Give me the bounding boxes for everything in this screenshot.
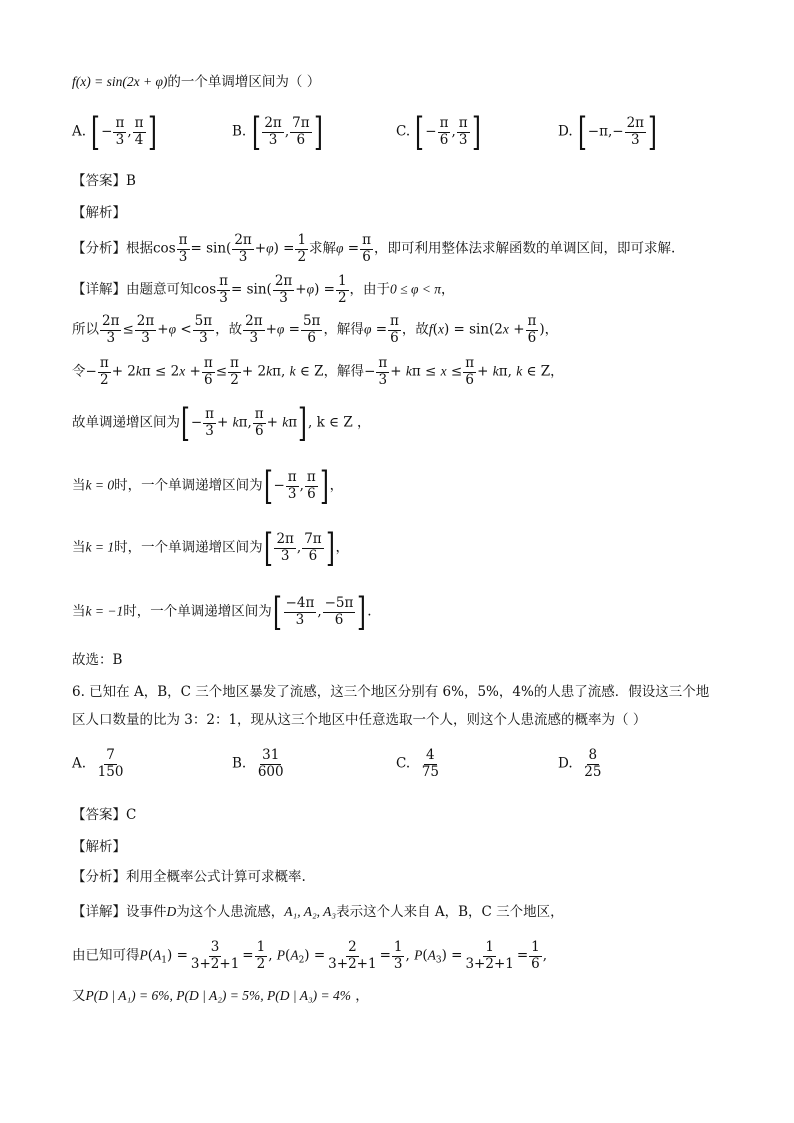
q5-conclusion: 故选：B xyxy=(72,652,123,668)
q6-option-b: B. $\frac{31}{600}$ xyxy=(232,747,284,780)
q6-xiangjie-2: 由已知可得$P(A_1)$ = $\frac{3}{3+2+1}$ = $\frac{1}{2}$ , $P(A_2)$ = $\frac{2}{3+2+1}$ = $\frac{1}{3}$ , $P(A_3)$ = $\frac{1}{3+2+1}$ = $\frac{1}{6}$ , xyxy=(72,939,548,972)
q6-analysis-tag: 【解析】 xyxy=(72,839,126,855)
q6-fenxi: 【分析】利用全概率公式计算可求概率. xyxy=(72,869,306,885)
q6-stem-line1: 6. 已知在 A，B，C 三个地区暴发了流感，这三个地区分别有 6%，5%，4%的人患了流感．假设这三个地 xyxy=(72,684,710,700)
q5-analysis-tag: 【解析】 xyxy=(72,205,126,221)
q5-xiangjie-4: 故单调递增区间为[− $\frac{\pi}{3}$ + kπ, $\frac{\pi}{6}$ + kπ], k ∈ Z ， xyxy=(72,401,371,445)
q5-option-b: B. [ $\frac{2\pi}{3}$ , $\frac{7\pi}{6}$ ] xyxy=(232,110,323,154)
q5-case-k1: 当k = 1时，一个单调递增区间为[ $\frac{2\pi}{3}$ , $\frac{7\pi}{6}$ ]， xyxy=(72,526,349,570)
q5-stem xyxy=(72,74,320,90)
q6-option-c: C. $\frac{4}{75}$ xyxy=(396,747,439,780)
q5-answer: 【答案】B xyxy=(72,173,136,189)
q5-xiangjie-3: 令− $\frac{\pi}{2}$ + 2kπ ≤ 2x + $\frac{\pi}{6}$ ≤ $\frac{\pi}{2}$ + 2kπ, k ∈ Z，解得− $\frac{\pi}{3}$ + kπ ≤ x ≤ $\frac{\pi}{6}$ + kπ, k ∈ Z， xyxy=(72,355,564,388)
q5-stem-text: 的一个单调增区间为（ ） xyxy=(167,74,321,90)
q6-option-a: A. $\frac{7}{150}$ xyxy=(72,747,124,780)
q6-xiangjie-1: 【详解】设事件D为这个人患流感，A₁, A₂, A₃表示这个人来自 A，B，C 三个地区， xyxy=(72,904,564,920)
q5-case-km1: 当k = −1时，一个单调递增区间为[ $\frac{-4\pi}{3}$ , $\frac{-5\pi}{6}$ ]. xyxy=(72,590,372,634)
q5-option-c: C. [− $\frac{\pi}{6}$ , $\frac{\pi}{3}$ ] xyxy=(396,110,481,154)
q5-option-d: D. [−π,− $\frac{2\pi}{3}$ ] xyxy=(558,110,657,154)
q5-xiangjie-1: 【详解】由题意可知cos $\frac{\pi}{3}$ = sin( $\frac{2\pi}{3}$ +φ) = $\frac{1}{2}$ ，由于0 ≤ φ < π， xyxy=(72,273,455,306)
q5-case-k0: 当k = 0时，一个单调递增区间为[− $\frac{\pi}{3}$ , $\frac{\pi}{6}$ ]， xyxy=(72,464,344,508)
q6-stem-line2: 区人口数量的比为 3：2：1，现从这三个地区中任意选取一个人，则这个人患流感的概率为（ ） xyxy=(72,712,647,728)
q5-option-a: A. [− $\frac{\pi}{3}$ , $\frac{\pi}{4}$ ] xyxy=(72,110,157,154)
q6-answer: 【答案】C xyxy=(72,807,137,823)
q5-stem-math: f(x) = sin(2x + φ) xyxy=(72,74,168,89)
q6-xiangjie-3: 又P(D | A₁) = 6%, P(D | A₂) = 5%, P(D | A₃) = 4% ， xyxy=(72,988,369,1004)
q5-fenxi: 【分析】根据cos $\frac{\pi}{3}$ = sin( $\frac{2\pi}{3}$ +φ) = $\frac{1}{2}$ 求解φ = $\frac{\pi}{6}$ ，即可利用整体法求解函数的单调区间，即可求解. xyxy=(72,232,676,265)
q5-xiangjie-2: 所以 $\frac{2\pi}{3}$ ≤ $\frac{2\pi}{3}$ +φ < $\frac{5\pi}{3}$ ，故 $\frac{2\pi}{3}$ +φ = $\frac{5\pi}{6}$ ，解得φ = $\frac{\pi}{6}$ ，故f(x) = sin(2x + $\frac{\pi}{6}$ )， xyxy=(72,313,559,346)
q6-option-d: D. $\frac{8}{25}$ xyxy=(558,747,602,780)
